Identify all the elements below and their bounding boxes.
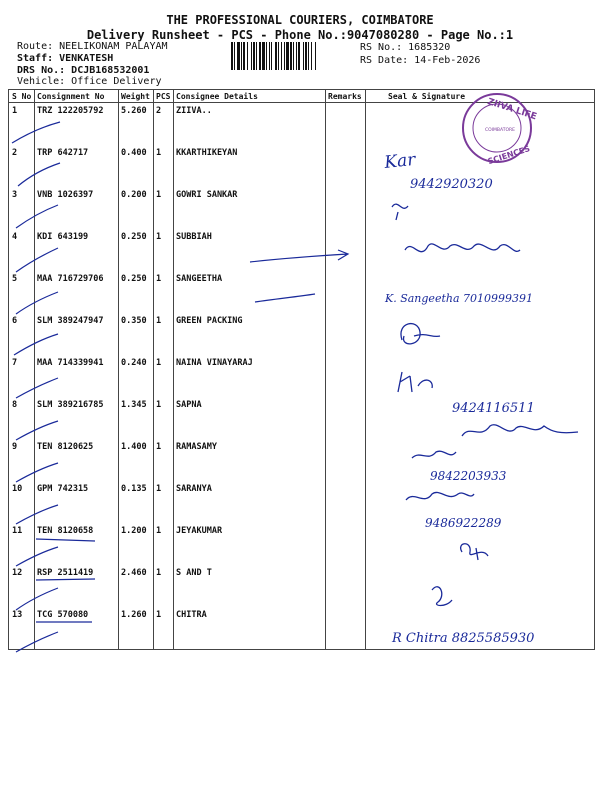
table-row	[9, 397, 595, 439]
row-pcs: 1	[154, 145, 174, 187]
table-row	[9, 607, 595, 650]
row-weight: 0.240	[119, 355, 154, 397]
barcode	[230, 42, 353, 70]
row-consignee: SUBBIAH	[174, 229, 326, 271]
row-sno: 5	[9, 271, 35, 313]
row-weight: 0.135	[119, 481, 154, 523]
row-remarks	[326, 103, 366, 146]
row-consignment-no: TEN 8120625	[35, 439, 119, 481]
row-sno: 9	[9, 439, 35, 481]
row-weight: 2.460	[119, 565, 154, 607]
row-remarks	[326, 565, 366, 607]
row-pcs: 1	[154, 481, 174, 523]
row-pcs: 1	[154, 523, 174, 565]
row-consignee: S AND T	[174, 565, 326, 607]
staff-label: Staff: VENKATESH	[17, 53, 114, 64]
signature-row5: K. Sangeetha 7010999391	[385, 292, 533, 305]
table-row	[9, 481, 595, 523]
col-pcs: PCS	[154, 90, 174, 103]
row-sno: 10	[9, 481, 35, 523]
row-remarks	[326, 271, 366, 313]
row-sno: 1	[9, 103, 35, 146]
row-remarks	[326, 481, 366, 523]
stamp-line1: ZIIVA LIFE	[486, 97, 538, 123]
row-consignment-no: SLM 389247947	[35, 313, 119, 355]
row-remarks	[326, 397, 366, 439]
col-sno: S No	[9, 90, 35, 103]
row-consignment-no: TRP 642717	[35, 145, 119, 187]
drs-label: DRS No.: DCJB168532001	[17, 65, 150, 76]
row-seal-signature	[366, 355, 595, 397]
row-sno: 11	[9, 523, 35, 565]
row-consignment-no: TRZ 122205792	[35, 103, 119, 146]
col-consignee: Consignee Details	[174, 90, 326, 103]
table-row	[9, 565, 595, 607]
stamp-line2: SCIENCES	[486, 144, 532, 167]
row-seal-signature	[366, 397, 595, 439]
route-label: Route: NEELIKONAM PALAYAM	[17, 41, 168, 52]
row-sno: 6	[9, 313, 35, 355]
row-consignment-no: MAA 716729706	[35, 271, 119, 313]
row-pcs: 1	[154, 439, 174, 481]
row-weight: 0.400	[119, 145, 154, 187]
runsheet-table-wrap	[8, 89, 594, 650]
row-remarks	[326, 607, 366, 650]
col-consignment: Consignment No	[35, 90, 119, 103]
page-subtitle: Delivery Runsheet - PCS - Phone No.:9047080280 - Page No.:1	[86, 28, 514, 42]
row-sno: 8	[9, 397, 35, 439]
row-consignment-no: MAA 714339941	[35, 355, 119, 397]
rs-date: RS Date: 14-Feb-2026	[360, 55, 481, 66]
page-title: THE PROFESSIONAL COURIERS, COIMBATORE	[166, 13, 434, 27]
row-seal-signature	[366, 523, 595, 565]
row-consignee: SANGEETHA	[174, 271, 326, 313]
signature-row10-phone: 9486922289	[425, 516, 502, 530]
table-row	[9, 439, 595, 481]
row-seal-signature	[366, 481, 595, 523]
row-consignee: GOWRI SANKAR	[174, 187, 326, 229]
row-weight: 1.260	[119, 607, 154, 650]
row-consignment-no: GPM 742315	[35, 481, 119, 523]
row-remarks	[326, 187, 366, 229]
row-weight: 0.250	[119, 229, 154, 271]
row-consignee: ZIIVA..	[174, 103, 326, 146]
signature-row9-phone: 9842203933	[430, 469, 507, 483]
table-row	[9, 103, 595, 146]
row-consignee: GREEN PACKING	[174, 313, 326, 355]
row-seal-signature	[366, 229, 595, 271]
signature-row8: 9424116511	[452, 401, 535, 416]
row-sno: 2	[9, 145, 35, 187]
row-consignment-no: VNB 1026397	[35, 187, 119, 229]
row-consignee: NAINA VINAYARAJ	[174, 355, 326, 397]
row-consignee: RAMASAMY	[174, 439, 326, 481]
row-remarks	[326, 229, 366, 271]
row-sno: 3	[9, 187, 35, 229]
table-row	[9, 271, 595, 313]
row-seal-signature	[366, 607, 595, 650]
row-remarks	[326, 439, 366, 481]
stamp-line3: COIMBATORE	[485, 128, 515, 133]
row-pcs: 1	[154, 355, 174, 397]
row-pcs: 1	[154, 313, 174, 355]
row-weight: 0.250	[119, 271, 154, 313]
row-consignee: SAPNA	[174, 397, 326, 439]
row-pcs: 1	[154, 565, 174, 607]
table-row	[9, 145, 595, 187]
table-row	[9, 229, 595, 271]
row-pcs: 1	[154, 187, 174, 229]
row-weight: 0.350	[119, 313, 154, 355]
row-pcs: 2	[154, 103, 174, 146]
row-remarks	[326, 523, 366, 565]
row-pcs: 1	[154, 607, 174, 650]
col-seal: Seal & Signature	[366, 90, 595, 103]
row-remarks	[326, 355, 366, 397]
runsheet-table	[8, 89, 595, 650]
table-row	[9, 523, 595, 565]
col-weight: Weight	[119, 90, 154, 103]
rs-number: RS No.: 1685320	[360, 42, 451, 53]
row-sno: 7	[9, 355, 35, 397]
row-pcs: 1	[154, 229, 174, 271]
row-weight: 0.200	[119, 187, 154, 229]
row-remarks	[326, 145, 366, 187]
table-row	[9, 313, 595, 355]
row-consignee: KKARTHIKEYAN	[174, 145, 326, 187]
row-consignment-no: KDI 643199	[35, 229, 119, 271]
row-consignment-no: TCG 570080	[35, 607, 119, 650]
row-consignment-no: SLM 389216785	[35, 397, 119, 439]
table-row	[9, 187, 595, 229]
row-pcs: 1	[154, 271, 174, 313]
row-seal-signature	[366, 271, 595, 313]
row-pcs: 1	[154, 397, 174, 439]
row-seal-signature	[366, 187, 595, 229]
row-weight: 1.345	[119, 397, 154, 439]
row-sno: 13	[9, 607, 35, 650]
vehicle-label: Vehicle: Office Delivery	[17, 76, 162, 87]
col-remarks: Remarks	[326, 90, 366, 103]
signature-row2-phone: 9442920320	[410, 177, 493, 192]
row-seal-signature	[366, 145, 595, 187]
row-weight: 1.200	[119, 523, 154, 565]
row-seal-signature	[366, 313, 595, 355]
row-sno: 12	[9, 565, 35, 607]
row-seal-signature	[366, 103, 595, 146]
row-seal-signature	[366, 565, 595, 607]
row-seal-signature	[366, 439, 595, 481]
row-consignee: SARANYA	[174, 481, 326, 523]
signature-row2-name: Kar	[383, 149, 417, 173]
row-sno: 4	[9, 229, 35, 271]
row-consignment-no: RSP 2511419	[35, 565, 119, 607]
row-consignment-no: TEN 8120658	[35, 523, 119, 565]
row-consignee: JEYAKUMAR	[174, 523, 326, 565]
row-weight: 1.400	[119, 439, 154, 481]
signature-row13: R Chitra 8825585930	[392, 631, 535, 646]
table-header-row	[9, 90, 595, 103]
row-weight: 5.260	[119, 103, 154, 146]
row-consignee: CHITRA	[174, 607, 326, 650]
table-row	[9, 355, 595, 397]
row-remarks	[326, 313, 366, 355]
